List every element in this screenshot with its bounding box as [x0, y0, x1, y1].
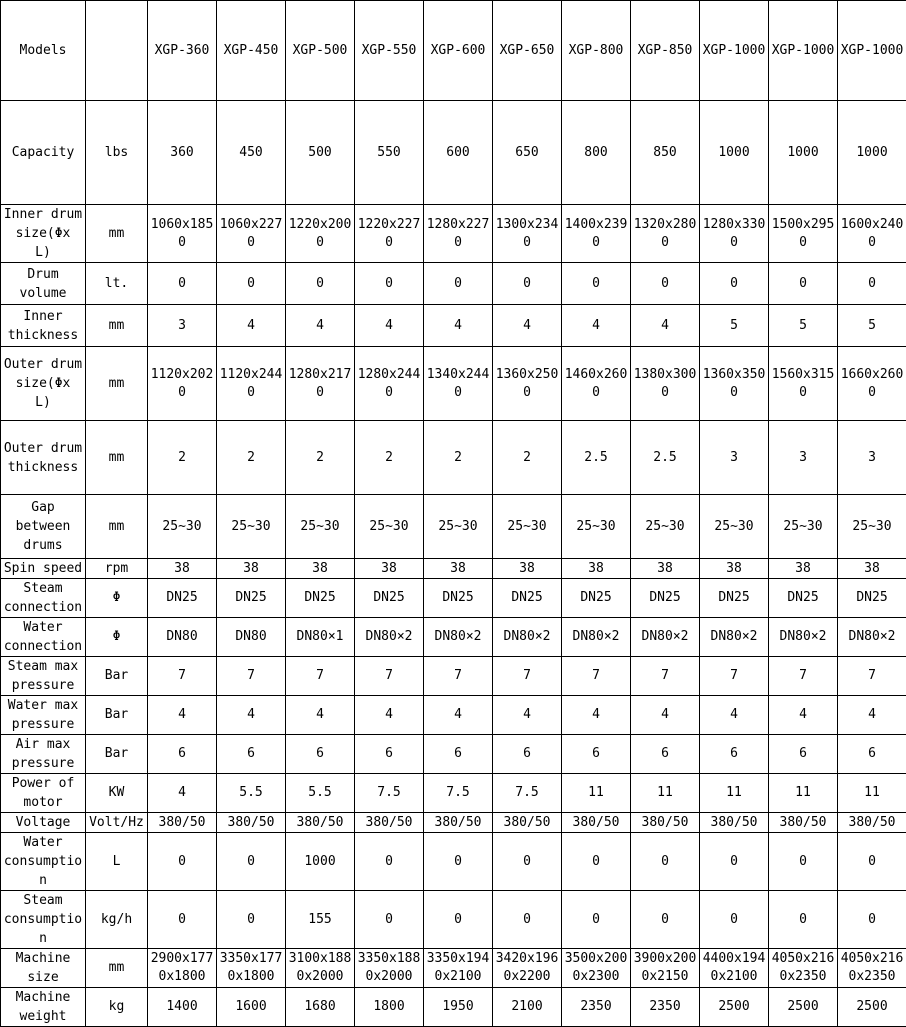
- value-cell: 0: [700, 263, 769, 305]
- value-cell: 2.5: [631, 421, 700, 495]
- value-cell: 1000: [838, 101, 906, 205]
- model-name: XGP-500: [286, 1, 355, 101]
- value-cell: 38: [631, 559, 700, 579]
- value-cell: 1380x300 0: [631, 347, 700, 421]
- value-cell: 4: [493, 305, 562, 347]
- value-cell: 2: [217, 421, 286, 495]
- value-cell: 6: [148, 735, 217, 774]
- value-cell: 6: [493, 735, 562, 774]
- value-cell: 500: [286, 101, 355, 205]
- value-cell: 4: [286, 696, 355, 735]
- value-cell: 6: [769, 735, 838, 774]
- value-cell: 3: [769, 421, 838, 495]
- row-unit: mm: [86, 347, 148, 421]
- row-unit: mm: [86, 421, 148, 495]
- value-cell: 3420x196 0x2200: [493, 949, 562, 988]
- row-label: Steam connection: [1, 579, 86, 618]
- spec-row: [1, 657, 906, 696]
- value-cell: 11: [631, 774, 700, 813]
- value-cell: 380/50: [631, 813, 700, 833]
- value-cell: 38: [493, 559, 562, 579]
- row-label: Machine weight: [1, 988, 86, 1027]
- row-unit: Bar: [86, 657, 148, 696]
- value-cell: DN25: [700, 579, 769, 618]
- spec-row: [1, 949, 906, 988]
- row-label: Water max pressure: [1, 696, 86, 735]
- value-cell: 7: [700, 657, 769, 696]
- value-cell: 25~30: [631, 495, 700, 559]
- value-cell: 0: [493, 833, 562, 891]
- row-label: Voltage: [1, 813, 86, 833]
- value-cell: 25~30: [700, 495, 769, 559]
- value-cell: 0: [562, 833, 631, 891]
- value-cell: DN80: [217, 618, 286, 657]
- value-cell: 2500: [700, 988, 769, 1027]
- value-cell: 155: [286, 891, 355, 949]
- spec-row: [1, 347, 906, 421]
- value-cell: 38: [148, 559, 217, 579]
- value-cell: 11: [838, 774, 906, 813]
- value-cell: 1280x217 0: [286, 347, 355, 421]
- value-cell: 0: [355, 263, 424, 305]
- row-label: Power of motor: [1, 774, 86, 813]
- value-cell: 11: [769, 774, 838, 813]
- row-label: Water consumptio n: [1, 833, 86, 891]
- value-cell: 1600x240 0: [838, 205, 906, 263]
- model-name: XGP-360: [148, 1, 217, 101]
- value-cell: 1120x244 0: [217, 347, 286, 421]
- value-cell: 380/50: [355, 813, 424, 833]
- value-cell: 2: [355, 421, 424, 495]
- row-unit: Φ: [86, 618, 148, 657]
- value-cell: 0: [424, 263, 493, 305]
- value-cell: 4050x216 0x2350: [769, 949, 838, 988]
- value-cell: 0: [424, 891, 493, 949]
- value-cell: 4: [631, 305, 700, 347]
- value-cell: 5.5: [217, 774, 286, 813]
- row-unit: kg: [86, 988, 148, 1027]
- value-cell: DN80×2: [700, 618, 769, 657]
- value-cell: DN80×2: [355, 618, 424, 657]
- spec-row: [1, 774, 906, 813]
- value-cell: 1300x234 0: [493, 205, 562, 263]
- row-unit: mm: [86, 205, 148, 263]
- value-cell: 0: [562, 891, 631, 949]
- model-name: XGP-650: [493, 1, 562, 101]
- value-cell: 1680: [286, 988, 355, 1027]
- value-cell: 7: [769, 657, 838, 696]
- row-label: Steam consumptio n: [1, 891, 86, 949]
- value-cell: 1360x350 0: [700, 347, 769, 421]
- value-cell: 7.5: [355, 774, 424, 813]
- row-unit: Φ: [86, 579, 148, 618]
- value-cell: 1280x330 0: [700, 205, 769, 263]
- value-cell: 2500: [769, 988, 838, 1027]
- value-cell: 3350x177 0x1800: [217, 949, 286, 988]
- row-unit: Volt/Hz: [86, 813, 148, 833]
- value-cell: 0: [562, 263, 631, 305]
- spec-row: [1, 101, 906, 205]
- value-cell: 1220x227 0: [355, 205, 424, 263]
- value-cell: 7: [493, 657, 562, 696]
- row-unit: mm: [86, 949, 148, 988]
- value-cell: 1660x260 0: [838, 347, 906, 421]
- value-cell: 6: [355, 735, 424, 774]
- value-cell: 7: [355, 657, 424, 696]
- value-cell: 2: [148, 421, 217, 495]
- value-cell: 2100: [493, 988, 562, 1027]
- value-cell: 2.5: [562, 421, 631, 495]
- spec-row: [1, 618, 906, 657]
- row-label: Steam max pressure: [1, 657, 86, 696]
- spec-row: [1, 263, 906, 305]
- row-label: Outer drum size(Φx L): [1, 347, 86, 421]
- value-cell: 25~30: [493, 495, 562, 559]
- value-cell: 2: [286, 421, 355, 495]
- value-cell: 2900x177 0x1800: [148, 949, 217, 988]
- value-cell: 1120x202 0: [148, 347, 217, 421]
- row-unit: Bar: [86, 696, 148, 735]
- value-cell: 650: [493, 101, 562, 205]
- value-cell: DN80×2: [838, 618, 906, 657]
- value-cell: 450: [217, 101, 286, 205]
- value-cell: 380/50: [562, 813, 631, 833]
- value-cell: 0: [355, 891, 424, 949]
- value-cell: 4: [148, 774, 217, 813]
- value-cell: DN25: [631, 579, 700, 618]
- model-name: XGP-1000: [838, 1, 906, 101]
- value-cell: DN25: [148, 579, 217, 618]
- value-cell: 0: [700, 833, 769, 891]
- value-cell: 5: [700, 305, 769, 347]
- value-cell: 3350x194 0x2100: [424, 949, 493, 988]
- value-cell: 4: [562, 696, 631, 735]
- value-cell: 1360x250 0: [493, 347, 562, 421]
- value-cell: 850: [631, 101, 700, 205]
- value-cell: 0: [769, 891, 838, 949]
- value-cell: 1320x280 0: [631, 205, 700, 263]
- row-label: Drum volume: [1, 263, 86, 305]
- value-cell: 0: [148, 263, 217, 305]
- spec-row: [1, 988, 906, 1027]
- value-cell: 5: [769, 305, 838, 347]
- value-cell: 4: [217, 696, 286, 735]
- value-cell: DN25: [838, 579, 906, 618]
- value-cell: 6: [838, 735, 906, 774]
- value-cell: 0: [286, 263, 355, 305]
- value-cell: 25~30: [148, 495, 217, 559]
- value-cell: 3350x188 0x2000: [355, 949, 424, 988]
- value-cell: 38: [562, 559, 631, 579]
- value-cell: 3900x200 0x2150: [631, 949, 700, 988]
- models-unit-cell: [86, 1, 148, 101]
- value-cell: 11: [700, 774, 769, 813]
- value-cell: 38: [700, 559, 769, 579]
- row-unit: Bar: [86, 735, 148, 774]
- value-cell: 1460x260 0: [562, 347, 631, 421]
- value-cell: DN80×2: [493, 618, 562, 657]
- value-cell: 2350: [631, 988, 700, 1027]
- value-cell: 38: [838, 559, 906, 579]
- model-name: XGP-550: [355, 1, 424, 101]
- row-label: Inner thickness: [1, 305, 86, 347]
- value-cell: 7.5: [424, 774, 493, 813]
- value-cell: 1600: [217, 988, 286, 1027]
- value-cell: 6: [631, 735, 700, 774]
- value-cell: 6: [217, 735, 286, 774]
- value-cell: 25~30: [217, 495, 286, 559]
- value-cell: 7: [562, 657, 631, 696]
- value-cell: 0: [217, 263, 286, 305]
- value-cell: 0: [631, 263, 700, 305]
- value-cell: 3: [700, 421, 769, 495]
- row-label: Machine size: [1, 949, 86, 988]
- row-label: Outer drum thickness: [1, 421, 86, 495]
- value-cell: 4: [769, 696, 838, 735]
- value-cell: DN80×1: [286, 618, 355, 657]
- value-cell: 0: [838, 891, 906, 949]
- value-cell: 7: [838, 657, 906, 696]
- row-unit: L: [86, 833, 148, 891]
- value-cell: 5.5: [286, 774, 355, 813]
- value-cell: 1060x185 0: [148, 205, 217, 263]
- value-cell: 1220x200 0: [286, 205, 355, 263]
- value-cell: 0: [700, 891, 769, 949]
- models-label: Models: [1, 1, 86, 101]
- value-cell: DN25: [355, 579, 424, 618]
- value-cell: 25~30: [769, 495, 838, 559]
- value-cell: 360: [148, 101, 217, 205]
- value-cell: 38: [769, 559, 838, 579]
- spec-row: [1, 813, 906, 833]
- value-cell: 0: [769, 263, 838, 305]
- value-cell: 600: [424, 101, 493, 205]
- value-cell: 25~30: [838, 495, 906, 559]
- value-cell: 4: [424, 696, 493, 735]
- value-cell: 4: [355, 305, 424, 347]
- value-cell: 1000: [769, 101, 838, 205]
- spec-row: [1, 579, 906, 618]
- value-cell: 0: [631, 891, 700, 949]
- value-cell: DN80×2: [631, 618, 700, 657]
- row-unit: kg/h: [86, 891, 148, 949]
- value-cell: 4: [700, 696, 769, 735]
- row-unit: KW: [86, 774, 148, 813]
- value-cell: 0: [493, 263, 562, 305]
- value-cell: 1060x227 0: [217, 205, 286, 263]
- value-cell: 3: [148, 305, 217, 347]
- value-cell: 1000: [286, 833, 355, 891]
- row-unit: mm: [86, 495, 148, 559]
- row-unit: mm: [86, 305, 148, 347]
- value-cell: 550: [355, 101, 424, 205]
- row-label: Spin speed: [1, 559, 86, 579]
- value-cell: 1560x315 0: [769, 347, 838, 421]
- row-unit: lbs: [86, 101, 148, 205]
- value-cell: 2500: [838, 988, 906, 1027]
- model-name: XGP-850: [631, 1, 700, 101]
- value-cell: 7: [286, 657, 355, 696]
- value-cell: 1280x244 0: [355, 347, 424, 421]
- row-label: Gap between drums: [1, 495, 86, 559]
- value-cell: 4: [562, 305, 631, 347]
- value-cell: DN25: [493, 579, 562, 618]
- value-cell: 7: [217, 657, 286, 696]
- value-cell: 2: [424, 421, 493, 495]
- value-cell: DN25: [769, 579, 838, 618]
- value-cell: 1280x227 0: [424, 205, 493, 263]
- value-cell: DN25: [424, 579, 493, 618]
- spec-row: [1, 421, 906, 495]
- value-cell: 38: [286, 559, 355, 579]
- value-cell: 1400x239 0: [562, 205, 631, 263]
- value-cell: 2: [493, 421, 562, 495]
- value-cell: 4: [217, 305, 286, 347]
- value-cell: 380/50: [217, 813, 286, 833]
- value-cell: 0: [424, 833, 493, 891]
- value-cell: 800: [562, 101, 631, 205]
- value-cell: 38: [217, 559, 286, 579]
- row-label: Water connection: [1, 618, 86, 657]
- value-cell: 1000: [700, 101, 769, 205]
- value-cell: 1800: [355, 988, 424, 1027]
- value-cell: 4: [286, 305, 355, 347]
- value-cell: 0: [631, 833, 700, 891]
- value-cell: 0: [769, 833, 838, 891]
- row-unit: lt.: [86, 263, 148, 305]
- value-cell: 0: [838, 263, 906, 305]
- value-cell: 0: [355, 833, 424, 891]
- value-cell: 11: [562, 774, 631, 813]
- value-cell: 0: [148, 891, 217, 949]
- value-cell: 25~30: [355, 495, 424, 559]
- value-cell: 0: [217, 891, 286, 949]
- value-cell: 4: [838, 696, 906, 735]
- model-name: XGP-800: [562, 1, 631, 101]
- model-name: XGP-1000: [700, 1, 769, 101]
- row-label: Inner drum size(Φx L): [1, 205, 86, 263]
- value-cell: 380/50: [148, 813, 217, 833]
- value-cell: 4: [355, 696, 424, 735]
- value-cell: 4400x194 0x2100: [700, 949, 769, 988]
- value-cell: 7: [148, 657, 217, 696]
- value-cell: 6: [286, 735, 355, 774]
- value-cell: DN80×2: [424, 618, 493, 657]
- value-cell: 6: [424, 735, 493, 774]
- value-cell: 4: [424, 305, 493, 347]
- spec-row: [1, 305, 906, 347]
- value-cell: 4: [148, 696, 217, 735]
- value-cell: 5: [838, 305, 906, 347]
- value-cell: 25~30: [562, 495, 631, 559]
- row-unit: rpm: [86, 559, 148, 579]
- value-cell: 7.5: [493, 774, 562, 813]
- value-cell: 6: [562, 735, 631, 774]
- row-label: Air max pressure: [1, 735, 86, 774]
- value-cell: 380/50: [769, 813, 838, 833]
- value-cell: DN25: [286, 579, 355, 618]
- spec-table-body: [1, 1, 906, 1027]
- spec-row: [1, 495, 906, 559]
- value-cell: 25~30: [286, 495, 355, 559]
- value-cell: 3: [838, 421, 906, 495]
- model-name: XGP-1000: [769, 1, 838, 101]
- value-cell: 380/50: [700, 813, 769, 833]
- value-cell: 25~30: [424, 495, 493, 559]
- value-cell: 6: [700, 735, 769, 774]
- value-cell: 7: [631, 657, 700, 696]
- value-cell: DN80×2: [562, 618, 631, 657]
- value-cell: 38: [355, 559, 424, 579]
- value-cell: 3100x188 0x2000: [286, 949, 355, 988]
- value-cell: 380/50: [286, 813, 355, 833]
- value-cell: 4: [631, 696, 700, 735]
- value-cell: 7: [424, 657, 493, 696]
- row-label: Capacity: [1, 101, 86, 205]
- value-cell: 3500x200 0x2300: [562, 949, 631, 988]
- spec-row: [1, 559, 906, 579]
- model-name: XGP-450: [217, 1, 286, 101]
- value-cell: 380/50: [838, 813, 906, 833]
- spec-row: [1, 891, 906, 949]
- spec-row: [1, 205, 906, 263]
- value-cell: 380/50: [424, 813, 493, 833]
- spec-row: [1, 833, 906, 891]
- value-cell: 0: [838, 833, 906, 891]
- value-cell: 0: [148, 833, 217, 891]
- value-cell: DN25: [562, 579, 631, 618]
- models-row: [1, 1, 906, 101]
- spec-row: [1, 696, 906, 735]
- value-cell: 0: [217, 833, 286, 891]
- value-cell: 380/50: [493, 813, 562, 833]
- model-name: XGP-600: [424, 1, 493, 101]
- value-cell: 0: [493, 891, 562, 949]
- value-cell: DN25: [217, 579, 286, 618]
- value-cell: 1500x295 0: [769, 205, 838, 263]
- value-cell: 4050x216 0x2350: [838, 949, 906, 988]
- value-cell: DN80×2: [769, 618, 838, 657]
- value-cell: 1950: [424, 988, 493, 1027]
- value-cell: 2350: [562, 988, 631, 1027]
- value-cell: 38: [424, 559, 493, 579]
- value-cell: 1400: [148, 988, 217, 1027]
- value-cell: DN80: [148, 618, 217, 657]
- spec-row: [1, 735, 906, 774]
- value-cell: 4: [493, 696, 562, 735]
- value-cell: 1340x244 0: [424, 347, 493, 421]
